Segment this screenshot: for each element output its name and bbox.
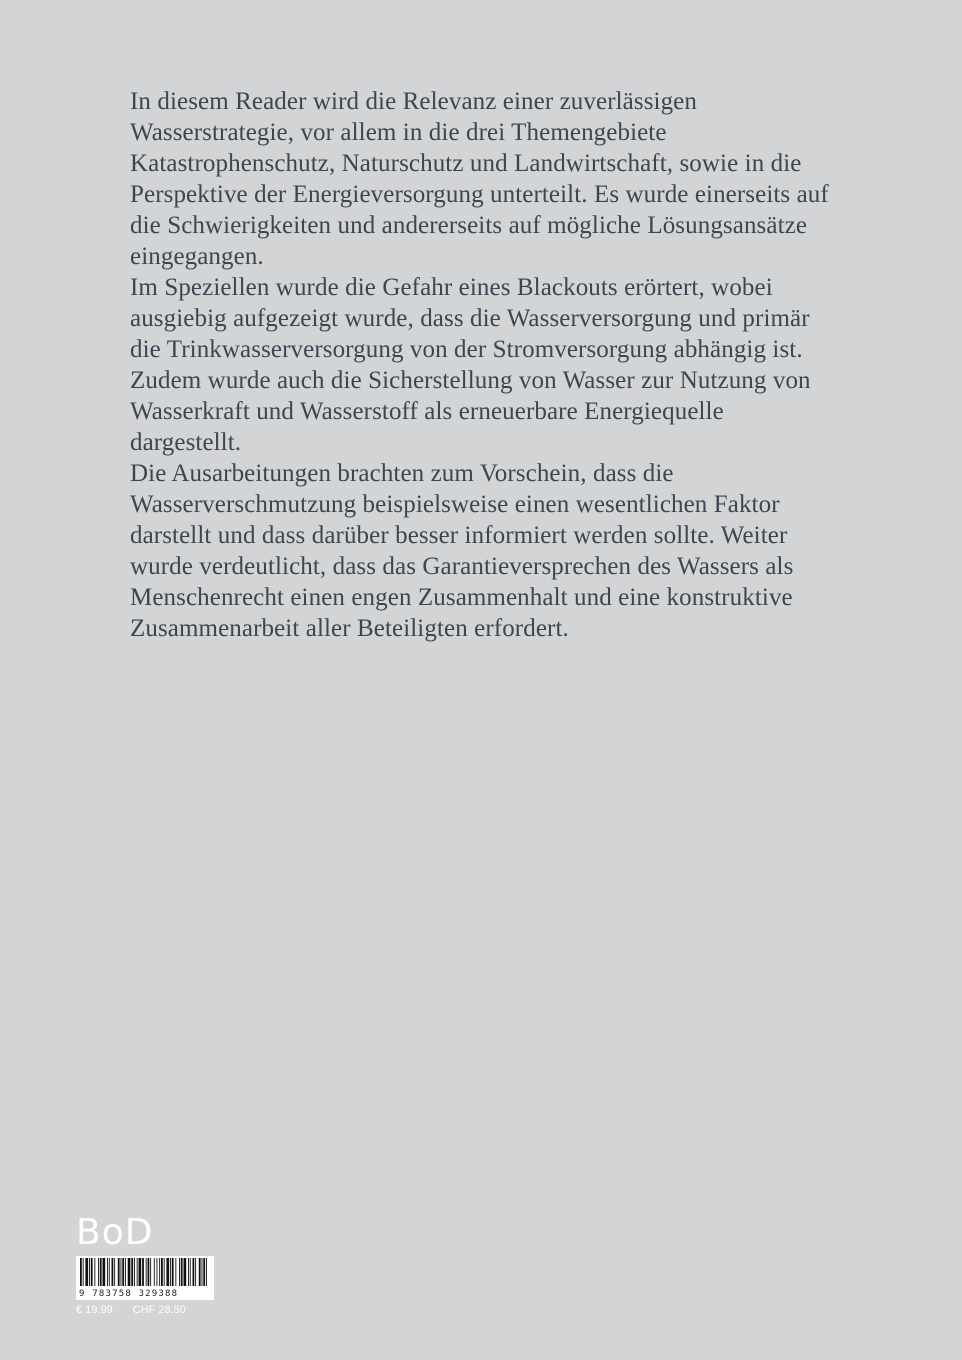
barcode-bar (125, 1258, 126, 1286)
barcode-bar (154, 1258, 155, 1286)
barcode-bar (137, 1258, 138, 1286)
barcode-bar (175, 1258, 176, 1286)
barcode-bar (179, 1258, 180, 1286)
barcode-bar (164, 1258, 165, 1286)
barcode-bar (103, 1258, 106, 1286)
barcode-bar (112, 1258, 114, 1286)
barcode-bar (166, 1258, 169, 1286)
barcode-bar (94, 1258, 95, 1286)
barcode-bar (195, 1258, 196, 1286)
barcode-bar (134, 1258, 135, 1286)
barcode-bar (109, 1258, 110, 1286)
barcode-bar (161, 1258, 163, 1286)
barcode-bar (139, 1258, 142, 1286)
barcode-bar (188, 1258, 189, 1286)
barcode-bar (172, 1258, 174, 1286)
barcode-bar (203, 1258, 205, 1286)
barcode-bar (91, 1258, 93, 1286)
barcode-bar (114, 1258, 115, 1286)
price-line (76, 1304, 226, 1316)
blurb-paragraph-2: Im Speziellen wurde die Gefahr eines Blackouts erörtert, wobei ausgiebig aufgezeigt wurde, dass die Wasserversorgung und primär die Trinkwasserversorgung von der Stromversorgung abhängig ist. Zudem wurde auch die Sicherstellung von Wasser zur Nutzung von Wasserkraft und Wasserstoff als erneuerbare Energiequelle dargestellt. (130, 274, 811, 456)
barcode-bar (128, 1258, 131, 1286)
blurb-paragraph-3: Die Ausarbeitungen brachten zum Vorschein, dass die Wasserverschmutzung beispielsweise einen wesentlichen Faktor darstellt und dass darüber besser informiert werden sollte. Weiter wurde verdeutlicht, dass das Garantieversprechen des Wassers als Menschenrecht einen engen Zusammenhalt und eine konstruktive Zusammenarbeit aller Beteiligten erfordert. (130, 460, 794, 642)
publisher-block (76, 1214, 226, 1316)
barcode-bar (131, 1258, 133, 1286)
barcode-bar (146, 1258, 147, 1286)
price-eur: € 19.99 (76, 1304, 113, 1316)
barcode-bar (100, 1258, 102, 1286)
isbn-barcode (76, 1256, 214, 1300)
barcode-bar (89, 1258, 90, 1286)
barcode-bar (121, 1258, 122, 1286)
back-cover-blurb (130, 86, 830, 644)
price-chf: CHF 28.50 (132, 1304, 186, 1316)
barcode-bar (170, 1258, 171, 1286)
barcode-bars (80, 1258, 210, 1286)
barcode-bar (193, 1258, 195, 1286)
barcode-bar (148, 1258, 150, 1286)
barcode-bar (202, 1258, 203, 1286)
barcode-bar (159, 1258, 160, 1286)
barcode-bar (181, 1258, 183, 1286)
barcode-bar (107, 1258, 108, 1286)
barcode-bar (199, 1258, 201, 1286)
barcode-bar (83, 1258, 84, 1286)
barcode-bar (118, 1258, 120, 1286)
barcode-bar (85, 1258, 88, 1286)
isbn-number: 9 783758 329388 (79, 1289, 179, 1299)
bod-logo: BoD (76, 1212, 154, 1253)
barcode-bar (157, 1258, 158, 1286)
barcode-bar (150, 1258, 151, 1286)
barcode-bar (206, 1258, 207, 1286)
blurb-paragraph-1: In diesem Reader wird die Relevanz einer zuverlässigen Wasserstrategie, vor allem in die drei Themengebiete Katastrophenschutz, Naturschutz und Landwirtschaft, sowie in die Perspektive der Energieversorgung unterteilt. Es wurde einerseits auf die Schwierigkeiten und andererseits auf mögliche Lösungsansätze eingegangen. (130, 88, 829, 270)
barcode-bar (184, 1258, 187, 1286)
barcode-bar (122, 1258, 124, 1286)
barcode-bar (98, 1258, 99, 1286)
barcode-bar (142, 1258, 144, 1286)
barcode-bar (80, 1258, 82, 1286)
barcode-bar (190, 1258, 191, 1286)
